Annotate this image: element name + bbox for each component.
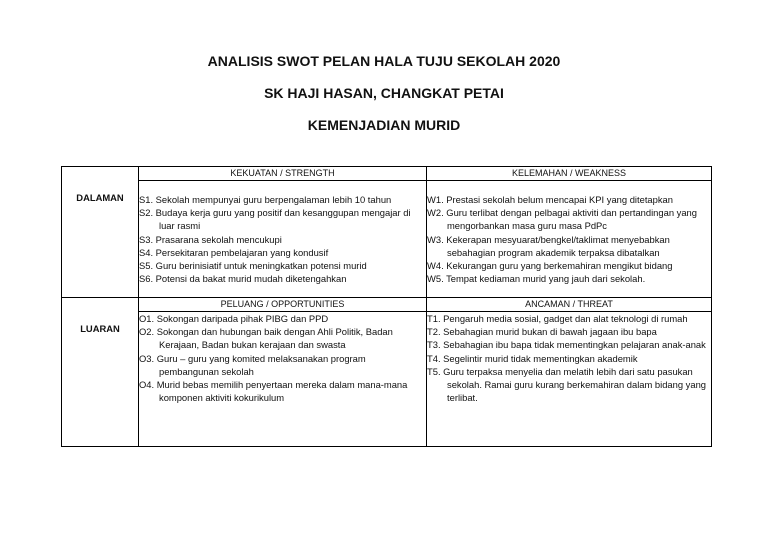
- school-name: SK HAJI HASAN, CHANGKAT PETAI: [264, 85, 504, 101]
- document-title-block: [0, 52, 768, 134]
- list-item: O3. Guru – guru yang komited melaksanakan program pembangunan sekolah: [139, 352, 366, 377]
- opportunity-header: PELUANG / OPPORTUNITIES: [139, 298, 427, 312]
- threat-header: ANCAMAN / THREAT: [427, 298, 712, 312]
- strengths-cell: [139, 181, 427, 298]
- swot-table: [61, 166, 712, 447]
- list-item: W2. Guru terlibat dengan pelbagai aktiviti dan pertandingan yang mengorbankan masa guru masa PdPc: [427, 207, 697, 232]
- list-item: T3. Sebahagian ibu bapa tidak mementingkan pelajaran anak-anak: [427, 339, 706, 351]
- list-item: S1. Sekolah mempunyai guru berpengalaman lebih 10 tahun: [139, 194, 392, 205]
- weaknesses-cell: [427, 181, 712, 298]
- list-item: S2. Budaya kerja guru yang positif dan kesanggupan mengajar di luar rasmi: [139, 207, 411, 232]
- list-item: T2. Sebahagian murid bukan di bawah jagaan ibu bapa: [427, 326, 657, 338]
- section-title: KEMENJADIAN MURID: [307, 117, 461, 133]
- swot-header-row-external: [62, 298, 712, 312]
- list-item: W5. Tempat kediaman murid yang jauh dari sekolah.: [427, 273, 646, 285]
- row-label-text: LUARAN: [80, 323, 120, 334]
- list-item: O4. Murid bebas memilih penyertaan mereka dalam mana-mana komponen aktiviti kokurikulum: [139, 379, 408, 404]
- list-item: O1. Sokongan daripada pihak PIBG dan PPD: [139, 313, 329, 324]
- row-label-text: DALAMAN: [76, 192, 124, 203]
- list-item: T4. Segelintir murid tidak mementingkan akademik: [427, 352, 638, 364]
- list-item: S3. Prasarana sekolah mencukupi: [139, 233, 282, 245]
- weakness-header: KELEMAHAN / WEAKNESS: [427, 167, 712, 181]
- list-item: W1. Prestasi sekolah belum mencapai KPI yang ditetapkan: [427, 194, 673, 205]
- threats-cell: [427, 312, 712, 447]
- list-item: S5. Guru berinisiatif untuk meningkatkan potensi murid: [139, 260, 367, 272]
- list-item: W4. Kekurangan guru yang berkemahiran mengikut bidang: [427, 260, 673, 272]
- swot-header-row-internal: [62, 167, 712, 181]
- list-item: O2. Sokongan dan hubungan baik dengan Ahli Politik, Badan Kerajaan, Badan bukan kerajaan dan swasta: [139, 326, 393, 351]
- list-item: W3. Kekerapan mesyuarat/bengkel/taklimat menyebabkan sebahagian program akademik terpaksa dibatalkan: [427, 233, 670, 258]
- row-label-luaran: [62, 298, 139, 447]
- swot-row-internal: [62, 181, 712, 298]
- swot-row-external: [62, 312, 712, 447]
- document-title: ANALISIS SWOT PELAN HALA TUJU SEKOLAH 2020: [207, 53, 561, 69]
- list-item: S4. Persekitaran pembelajaran yang kondusif: [139, 246, 329, 258]
- opportunities-cell: [139, 312, 427, 447]
- strength-header: KEKUATAN / STRENGTH: [139, 167, 427, 181]
- list-item: T5. Guru terpaksa menyelia dan melatih lebih dari satu pasukan sekolah. Ramai guru kurang berkemahiran dalam bidang yang terlibat.: [427, 365, 707, 404]
- list-item: T1. Pengaruh media sosial, gadget dan alat teknologi di rumah: [427, 313, 688, 324]
- row-label-dalaman: [62, 167, 139, 298]
- list-item: S6. Potensi da bakat murid mudah diketengahkan: [139, 273, 347, 285]
